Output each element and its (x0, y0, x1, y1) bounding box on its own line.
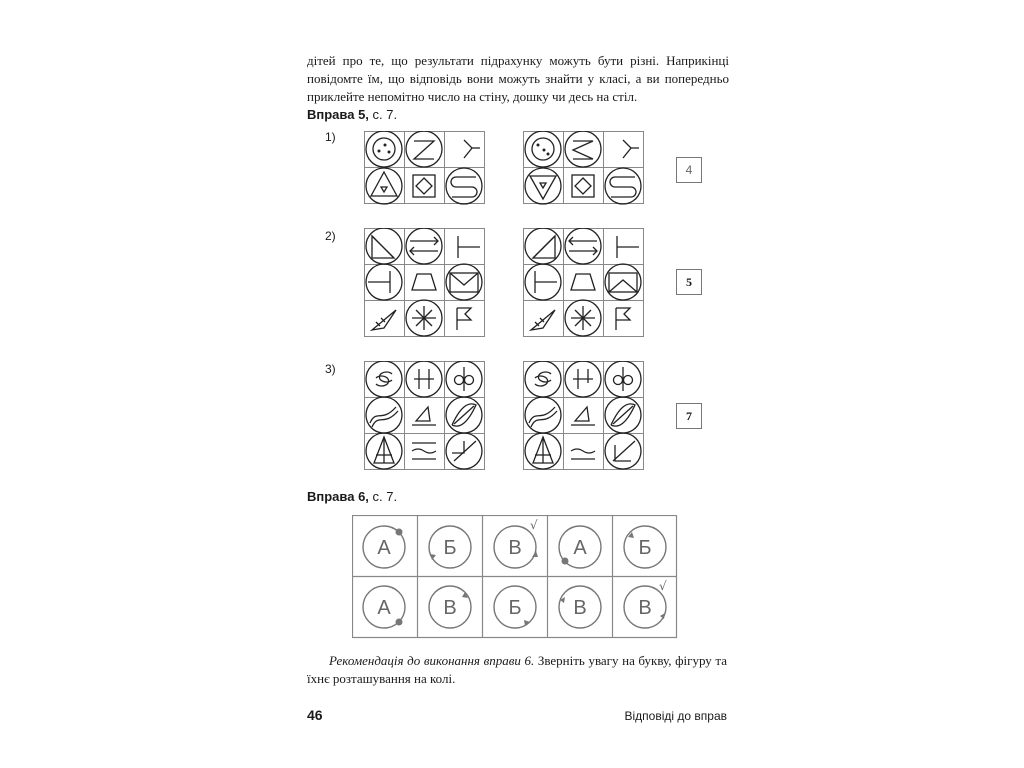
puzzle-1-grid-right (523, 131, 645, 205)
exercise-5-page: с. 7. (368, 107, 398, 122)
marker-dot-icon (396, 619, 403, 626)
puzzle-3-answer: 7 (676, 403, 702, 429)
puzzle-2-label: 2) (325, 229, 336, 243)
check-mark-icon: √ (659, 579, 667, 593)
exercise-6-table (352, 515, 678, 639)
puzzle-3-grid-right (523, 361, 645, 471)
marker-dot-icon (562, 558, 569, 565)
puzzle-2-grid-left (364, 228, 486, 338)
cell-letter: В (508, 537, 522, 559)
exercise-5-label: Вправа 5, (307, 107, 369, 122)
exercise-6-page: с. 7. (368, 489, 398, 504)
exercise-6-label: Вправа 6, (307, 489, 369, 504)
cell-letter: В (443, 597, 457, 619)
puzzle-2-grid-right (523, 228, 645, 338)
check-mark-icon: √ (530, 518, 538, 532)
cell-letter: В (638, 597, 652, 619)
intro-paragraph: дітей про те, що результати підрахунку можуть бути різні. Наприкінці повідомте їм, що відповідь вони можуть знайти у класі, а ви попередньо приклейте непомітно число на стіну, дошку чи десь на стіл. (307, 53, 729, 104)
puzzle-1-label: 1) (325, 130, 336, 144)
puzzle-1-grid-left (364, 131, 486, 205)
recommendation-title: Рекомендація до виконання вправи 6. (329, 653, 535, 668)
puzzle-3-grid-left (364, 361, 486, 471)
puzzle-1-answer: 4 (676, 157, 702, 183)
puzzle-2-answer: 5 (676, 269, 702, 295)
cell-letter: Б (638, 537, 652, 559)
exercise-6-heading (307, 489, 397, 504)
marker-dot-icon (396, 529, 403, 536)
cell-letter: А (573, 537, 587, 559)
cell-letter: А (377, 597, 391, 619)
cell-letter: Б (508, 597, 522, 619)
recommendation-paragraph (307, 652, 727, 688)
puzzle-3-label: 3) (325, 362, 336, 376)
page-number: 46 (307, 707, 323, 723)
recommendation-text: Зверніть увагу на букву, фігуру та їхнє розташування на колі. (307, 653, 728, 686)
exercise-5-heading (307, 107, 397, 122)
running-footer-title: Відповіді до вправ (624, 709, 727, 723)
cell-letter: В (573, 597, 587, 619)
cell-letter: Б (443, 537, 457, 559)
cell-letter: А (377, 537, 391, 559)
